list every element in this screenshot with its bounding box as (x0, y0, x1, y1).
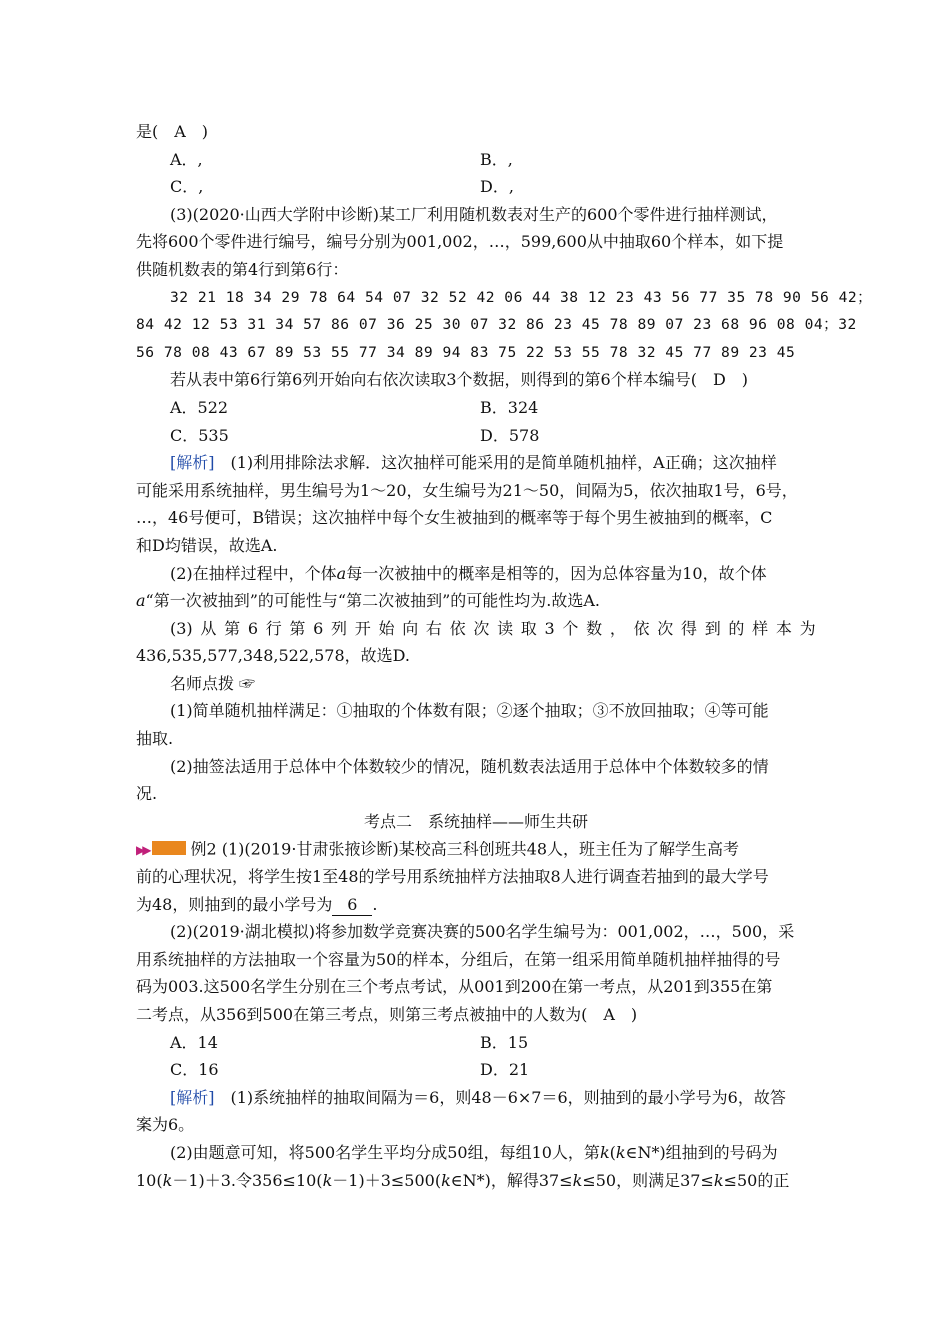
option-a: A．14 (170, 1032, 218, 1052)
example-2-line: 二考点，从356到500在第三考点，则第三考点被抽中的人数为( A ) (136, 1005, 638, 1024)
text: －1)＋3≤500( (332, 1170, 442, 1190)
justified-glyph: 得 (680, 618, 697, 638)
justified-glyph: 从 (200, 618, 217, 638)
justified-glyph: 为 (799, 618, 816, 638)
justified-glyph: 样 (752, 618, 769, 638)
answer-line-a: 是( A ) (136, 122, 209, 141)
tips-line: 抽取. (136, 729, 174, 749)
justified-glyph: 6 (313, 618, 324, 638)
question-3-line: (3)(2020·山西大学附中诊断)某工厂利用随机数表对生产的600个零件进行抽样测试， (170, 204, 778, 224)
variable: k (441, 1170, 451, 1190)
question-3-ask: 若从表中第6行第6列开始向右依次读取3个数据，则得到的第6个样本编号( D ) (170, 370, 749, 390)
analysis-line: 和D均错误，故选A. (136, 535, 278, 555)
option-b: B．, (480, 149, 513, 169)
analysis-tag: [解析] (170, 1087, 215, 1107)
justified-glyph: 到 (704, 618, 721, 638)
option-d: D．21 (480, 1060, 530, 1080)
option-d: D．578 (480, 425, 540, 445)
analysis-line: …，46号便可，B错误；这次抽样中每个女生被抽到的概率等于每个男生被抽到的概率，C (136, 508, 773, 528)
justified-glyph: 第 (224, 618, 241, 638)
orange-label-box (152, 841, 186, 855)
options-row (136, 1029, 816, 1057)
option-d: D．, (480, 177, 514, 197)
text: “第一次被抽到”的可能性与“第二次被抽到”的可能性均为.故选A. (145, 591, 600, 611)
example-2-line: 码为003.这500名学生分别在三个考点考试，从001到200在第一考点，从201到355在第 (136, 977, 773, 997)
text: 每一次被抽中的概率是相等的，因为总体容量为10，故个体 (346, 563, 767, 583)
analysis-line (136, 1084, 816, 1112)
option-b: B．15 (480, 1032, 529, 1052)
text: 为48，则抽到的最小学号为 (136, 894, 333, 914)
text: (2)由题意可知，将500名学生平均分成50组，每组10人，第 (170, 1142, 600, 1162)
justified-glyph: 取 (520, 618, 537, 638)
tips-line: 况. (136, 784, 158, 804)
example-2-line (136, 891, 816, 919)
options-row (136, 1056, 816, 1084)
justified-glyph: 读 (497, 618, 514, 638)
analysis-line: 案为6。 (136, 1115, 195, 1135)
text: ( (609, 1142, 616, 1162)
example-2-line (136, 835, 816, 863)
option-c: C．16 (170, 1060, 219, 1080)
option-a: A．522 (170, 397, 229, 417)
answer-blank: 6 (332, 895, 372, 916)
text: ≤50，则满足37≤ (582, 1170, 714, 1190)
example-2-line: 用系统抽样的方法抽取一个容量为50的样本，分组后，在第一组采用简单随机抽样抽得的号 (136, 949, 781, 969)
analysis-line-justified (136, 615, 816, 643)
analysis-line (136, 449, 816, 477)
double-arrow-icon: ▶▶ (136, 843, 149, 858)
variable: k (322, 1170, 333, 1190)
tips-line: (1)简单随机抽样满足：①抽取的个体数有限；②逐个抽取；③不放回抽取；④等可能 (170, 701, 769, 721)
random-number-row: 84 42 12 53 31 34 57 86 07 36 25 30 07 32 86 23 45 78 89 07 23 68 96 08 04；32 (136, 316, 857, 334)
justified-glyph: 依 (633, 618, 650, 638)
text: 例2 (1)(2019·甘肃张掖诊断)某校高三科创班共48人，班主任为了解学生高考 (190, 839, 740, 859)
variable: k (572, 1170, 583, 1190)
analysis-line (136, 1167, 816, 1195)
text: . (372, 894, 378, 914)
tips-line: (2)抽签法适用于总体中个体数较少的情况，随机数表法适用于总体中个体数较多的情 (170, 756, 769, 776)
variable: a (136, 591, 146, 611)
analysis-text: (1)系统抽样的抽取间隔为＝6，则48－6×7＝6，则抽到的最小学号为6，故答 (214, 1087, 786, 1107)
question-3-line: 先将600个零件进行编号，编号分别为001,002，…，599,600从中抽取60个样本，如下提 (136, 232, 784, 252)
variable: k (615, 1142, 626, 1162)
justified-glyph: 的 (728, 618, 745, 638)
variable: a (336, 563, 347, 583)
variable: k (162, 1170, 173, 1190)
justified-glyph: 列 (331, 618, 348, 638)
justified-glyph: 次 (657, 618, 674, 638)
text: ∈N*)，解得37≤ (450, 1170, 573, 1190)
analysis-line: 可能采用系统抽样，男生编号为1～20，女生编号为21～50，间隔为5，依次抽取1号，6号， (136, 480, 798, 500)
justified-glyph: 向 (402, 618, 419, 638)
example-2-line: 前的心理状况，将学生按1至48的学号用系统抽样方法抽取8人进行调查若抽到的最大学号 (136, 867, 769, 887)
justified-glyph: (3) (170, 618, 193, 638)
analysis-line (136, 587, 816, 615)
option-c: C．, (170, 177, 204, 197)
justified-glyph: 本 (775, 618, 792, 638)
option-b: B．324 (480, 397, 539, 417)
text: (2)在抽样过程中，个体 (170, 563, 337, 583)
document-body (136, 118, 873, 1194)
justified-glyph: 行 (265, 618, 282, 638)
options-row (136, 146, 816, 174)
justified-glyph: 开 (354, 618, 371, 638)
justified-glyph: ， (609, 618, 626, 638)
text: －1)＋3.令356≤10( (172, 1170, 323, 1190)
analysis-line (136, 1139, 816, 1167)
analysis-tag: [解析] (170, 453, 215, 473)
example-badge (136, 835, 190, 865)
justified-glyph: 次 (473, 618, 490, 638)
justified-glyph: 6 (247, 618, 258, 638)
text: ≤50的正 (723, 1170, 790, 1190)
justified-glyph: 始 (378, 618, 395, 638)
analysis-line: 436,535,577,348,522,578，故选D. (136, 646, 411, 666)
option-c: C．535 (170, 425, 229, 445)
justified-glyph: 第 (289, 618, 306, 638)
example-2-line: (2)(2019·湖北模拟)将参加数学竞赛决赛的500名学生编号为：001,002，…，500，采 (170, 922, 795, 942)
question-3-line: 供随机数表的第4行到第6行： (136, 259, 349, 279)
random-number-row: 56 78 08 43 67 89 53 55 77 34 89 94 83 75 22 53 55 78 32 45 77 89 23 45 (136, 343, 796, 361)
text: 10( (136, 1170, 163, 1190)
variable: k (599, 1142, 610, 1162)
section-title: 考点二 系统抽样——师生共研 (363, 811, 588, 831)
options-row (136, 394, 816, 422)
justified-glyph: 右 (425, 618, 442, 638)
text: ∈N*)组抽到的号码为 (625, 1142, 778, 1162)
analysis-text: (1)利用排除法求解．这次抽样可能采用的是简单随机抽样，A正确；这次抽样 (214, 453, 777, 473)
analysis-line (136, 560, 816, 588)
option-a: A．, (170, 149, 203, 169)
justified-glyph: 个 (562, 618, 579, 638)
variable: k (713, 1170, 724, 1190)
tips-heading: 名师点拨 ☞ (170, 673, 256, 693)
options-row (136, 173, 816, 201)
justified-glyph: 依 (449, 618, 466, 638)
justified-glyph: 数 (586, 618, 603, 638)
justified-glyph: 3 (544, 618, 555, 638)
random-number-row: 32 21 18 34 29 78 64 54 07 32 52 42 06 44 38 12 23 43 56 77 35 78 90 56 42； (170, 288, 873, 306)
options-row (136, 422, 816, 450)
